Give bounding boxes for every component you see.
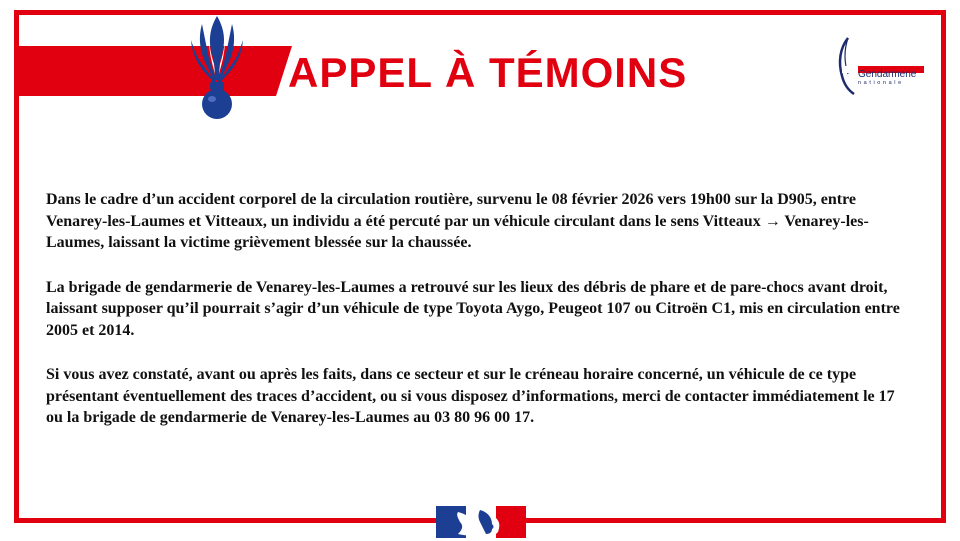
gendarmerie-logo-subtitle: nationale bbox=[858, 80, 904, 86]
appeal-text bbox=[46, 189, 914, 452]
gendarmerie-logo-name: Gendarmerie bbox=[858, 69, 917, 80]
gendarmerie-logo-icon bbox=[834, 36, 926, 96]
grenade-icon bbox=[188, 14, 246, 120]
paragraph-contact: Si vous avez constaté, avant ou après les faits, dans ce secteur et sur le créneau horaire concerné, un véhicule de ce type présentant éventuellement des traces d’accident, ou si vous disposez d’informations, merci de contacter immédiatement le 17 ou la brigade de gendarmerie de Venarey-les-Laumes au 03 80 96 00 17. bbox=[46, 366, 895, 426]
page-title: APPEL À TÉMOINS bbox=[288, 49, 688, 96]
marianne-icon bbox=[436, 506, 526, 538]
paragraph-accident: Dans le cadre d’un accident corporel de la circulation routière, survenu le 08 février 2026 vers 19h00 sur la D905, entre Venarey-les-Laumes et Vitteaux, un individu a été percuté par un véhicule circulant dans le sens Vitteaux → Venarey-les-Laumes, laissant la victime grièvement blessée sur la chaussée. bbox=[46, 191, 869, 251]
paragraph-debris: La brigade de gendarmerie de Venarey-les-Laumes a retrouvé sur les lieux des débris de phare et de pare-chocs avant droit, laissant supposer qu’il pourrait s’agir d’un véhicule de type Toyota Aygo, Peugeot 107 ou Citroën C1, mis en circulation entre 2005 et 2014. bbox=[46, 278, 900, 339]
